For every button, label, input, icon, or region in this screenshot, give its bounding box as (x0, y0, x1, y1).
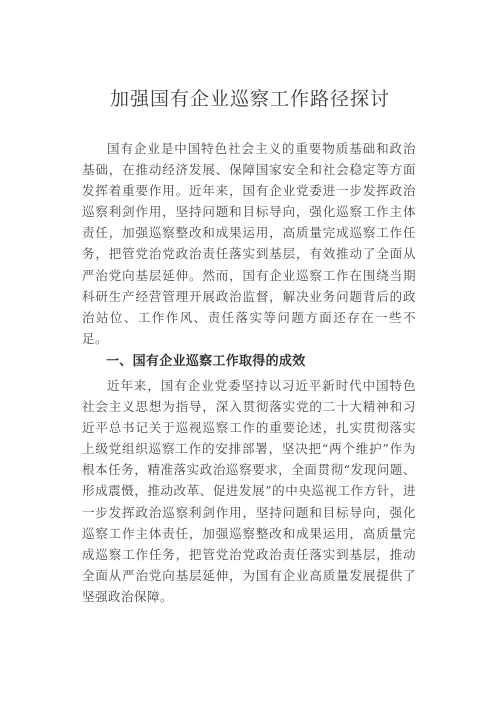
section-heading: 一、国有企业巡察工作取得的成效 (106, 354, 306, 369)
document-title: 加强国有企业巡察工作路径探讨 (109, 88, 390, 110)
intro-paragraph: 国有企业是中国特色社会主义的重要物质基础和政治基础，在推动经济发展、保障国家安全和社会稳定等方面发挥着重要作用。近年来，国有企业党委进一步发挥政治巡察利剑作用，坚持问题和目标导向，强化巡察工作主体责任，加强巡察整改和成果运用，高质量完成巡察工作任务，把管党治党政治责任落实到基层，有效推动了全面从严治党向基层延伸。然而，国有企业巡察工作在围绕当期科研生产经营管理开展政治监督，解决业务问题背后的政治站位、工作作风、责任落实等问题方面还存在一些不足。 (82, 141, 416, 346)
section-paragraph: 近年来，国有企业党委坚持以习近平新时代中国特色社会主义思想为指导，深入贯彻落实党的二十大精神和习近平总书记关于巡视巡察工作的重要论述，扎实贯彻落实上级党组织巡察工作的安排部署，坚决把“两个维护”作为根本任务，精准落实政治巡察要求，全面贯彻“发现问题、形成震慑，推动改革、促进发展”的中央巡视工作方针，进一步发挥政治巡察利剑作用，坚持问题和目标导向，强化巡察工作主体责任，加强巡察整改和成果运用，高质量完成巡察工作任务，把管党治党政治责任落实到基层，推动全面从严治党向基层延伸，为国有企业高质量发展提供了坚强政治保障。 (82, 378, 416, 604)
